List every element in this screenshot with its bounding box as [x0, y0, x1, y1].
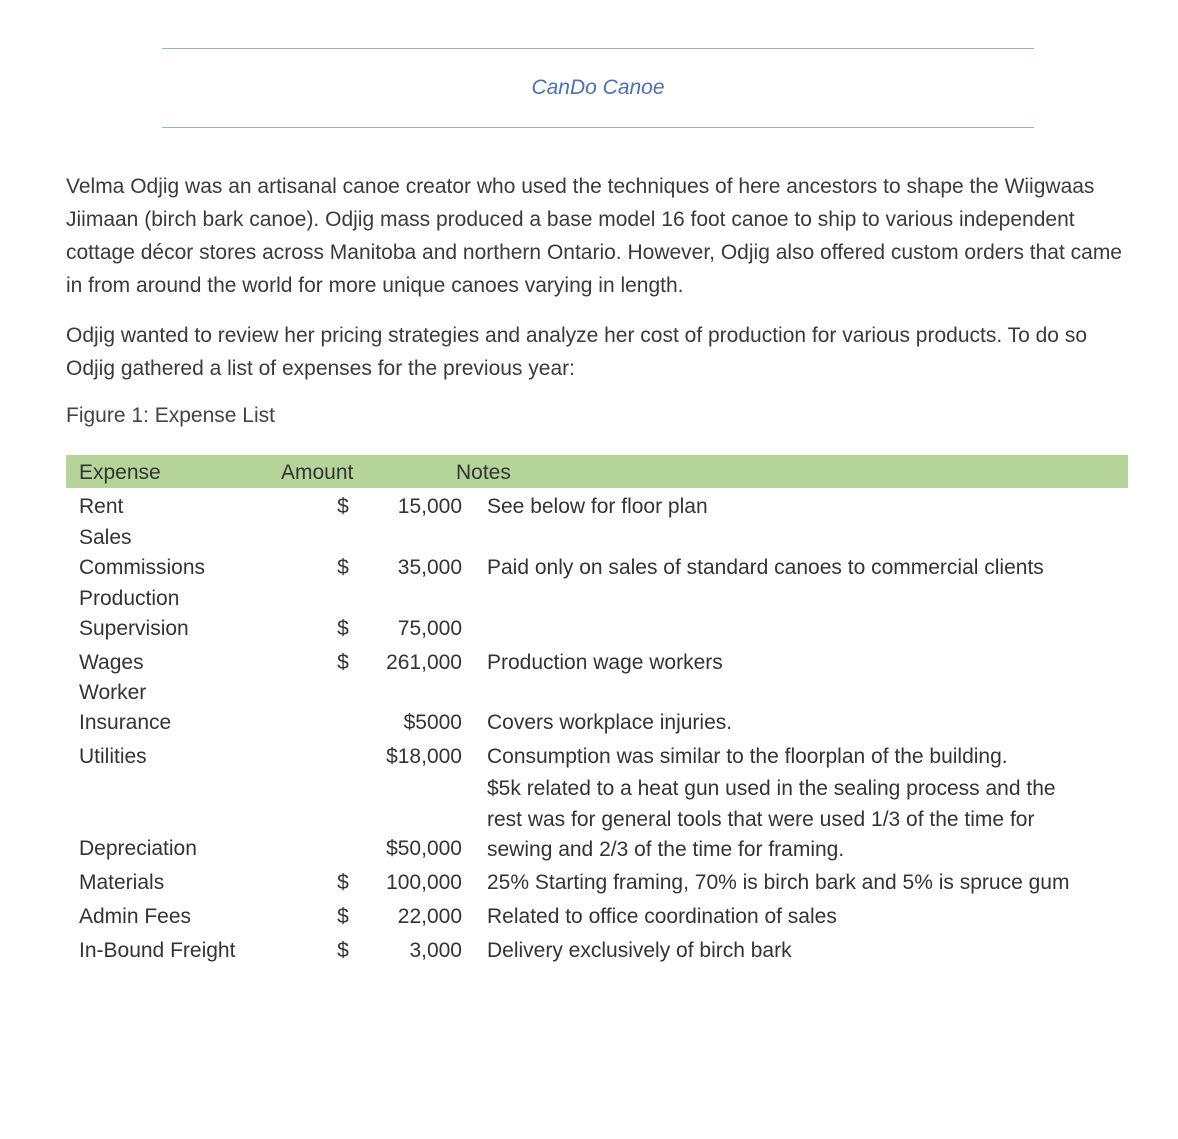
expense-label: In-Bound Freight: [79, 939, 236, 962]
expense-amount: $50,000: [386, 837, 462, 860]
table-header-row: [66, 455, 1128, 488]
expense-note-line: $5k related to a heat gun used in the sealing process and the: [487, 777, 1056, 800]
expense-amount: 15,000: [397, 495, 462, 518]
intro-paragraph-2: Odjig wanted to review her pricing strategies and analyze her cost of production for various products. To do so Odjig gathered a list of expenses for the previous year:: [66, 324, 1088, 380]
expense-note: Production wage workers: [487, 651, 723, 674]
expense-amount: 35,000: [397, 556, 462, 579]
expense-note-line: rest was for general tools that were used 1/3 of the time for: [487, 808, 1035, 831]
expense-amount: 261,000: [386, 651, 462, 674]
column-header-expense: Expense: [79, 461, 161, 484]
expense-amount: 22,000: [397, 905, 462, 928]
expense-note: Covers workplace injuries.: [487, 711, 733, 734]
expense-note: Consumption was similar to the floorplan of the building.: [487, 745, 1008, 768]
expense-amount: 75,000: [397, 617, 462, 640]
currency-symbol: $: [337, 556, 349, 579]
expense-label: Depreciation: [79, 837, 197, 860]
expense-note: Paid only on sales of standard canoes to commercial clients: [487, 556, 1044, 579]
currency-symbol: $: [337, 495, 349, 518]
column-header-notes: Notes: [456, 461, 511, 484]
expense-label: Admin Fees: [79, 905, 192, 928]
expense-note: 25% Starting framing, 70% is birch bark and 5% is spruce gum: [487, 871, 1070, 894]
expense-label: Utilities: [79, 745, 147, 768]
expense-label: Insurance: [79, 711, 172, 734]
currency-symbol: $: [337, 871, 349, 894]
expense-label: Worker: [79, 681, 147, 704]
expense-amount: $5000: [403, 711, 462, 734]
expense-amount: 3,000: [409, 939, 462, 962]
expense-amount: $18,000: [386, 745, 462, 768]
currency-symbol: $: [337, 651, 349, 674]
expense-label: Materials: [79, 871, 165, 894]
document-header-title: CanDo Canoe: [531, 76, 665, 99]
intro-paragraph-1: Velma Odjig was an artisanal canoe creator who used the techniques of here ancestors to shape the Wiigwaas Jiimaan (birch bark canoe). Odjig mass produced a base model 16 foot canoe to ship to various independent cottage décor stores across Manitoba and northern Ontario. However, Odjig also offered custom orders that came in from around the world for more unique canoes varying in length.: [66, 175, 1122, 297]
column-header-amount: Amount: [281, 461, 354, 484]
figure-caption: Figure 1: Expense List: [66, 404, 275, 427]
expense-label: Production: [79, 587, 180, 610]
expense-note: Related to office coordination of sales: [487, 905, 837, 928]
expense-label: Commissions: [79, 556, 206, 579]
expense-note: See below for floor plan: [487, 495, 708, 518]
currency-symbol: $: [337, 905, 349, 928]
expense-note-line: sewing and 2/3 of the time for framing.: [487, 838, 845, 861]
header-rule-top: [162, 48, 1034, 49]
currency-symbol: $: [337, 939, 349, 962]
expense-amount: 100,000: [386, 871, 462, 894]
expense-label: Sales: [79, 526, 132, 549]
expense-label: Supervision: [79, 617, 189, 640]
currency-symbol: $: [337, 617, 349, 640]
expense-label: Wages: [79, 651, 144, 674]
expense-label: Rent: [79, 495, 124, 518]
header-rule-bottom: [162, 127, 1034, 128]
expense-note: Delivery exclusively of birch bark: [487, 939, 792, 962]
